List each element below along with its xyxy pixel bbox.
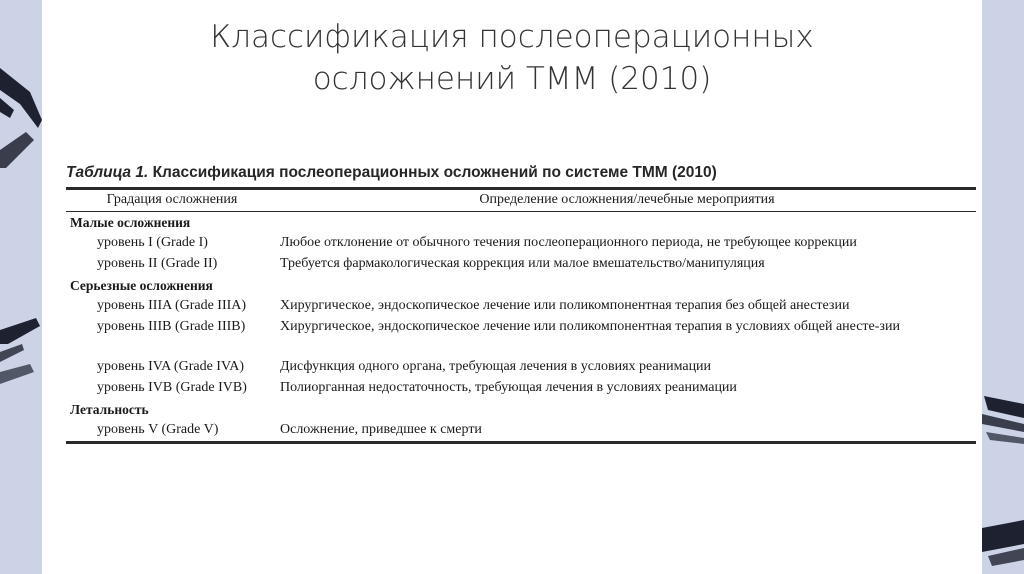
table-row: [66, 357, 976, 378]
table-row: [66, 254, 976, 275]
column-header-definition: Определение осложнения/лечебные мероприятия: [479, 192, 775, 207]
definition-cell: Хирургическое, эндоскопическое лечение или поликомпонентная терапия в условиях общей анесте-зии: [280, 319, 900, 334]
definition-cell: Осложнение, приведшее к смерти: [280, 422, 482, 437]
definition-cell: Полиорганная недостаточность, требующая лечения в условиях реанимации: [280, 380, 737, 395]
definition-cell: Требуется фармакологическая коррекция или малое вмешательство/манипуляция: [280, 256, 765, 271]
grade-cell: уровень V (Grade V): [97, 422, 219, 437]
table-row: [66, 296, 976, 317]
group-heading-minor: Малые осложнения: [70, 215, 191, 230]
grade-cell: уровень II (Grade II): [97, 256, 218, 271]
definition-cell: Дисфункция одного органа, требующая лечения в условиях реанимации: [280, 359, 712, 374]
table-row: [66, 378, 976, 399]
grade-cell: уровень IVB (Grade IVB): [97, 380, 247, 395]
brush-stroke-decoration: [982, 0, 1024, 574]
grade-cell: уровень I (Grade I): [97, 235, 208, 250]
grade-cell: уровень IVA (Grade IVA): [97, 359, 245, 374]
classification-table: [66, 163, 976, 444]
slide-title-line2: осложнений ТММ (2010): [312, 61, 712, 97]
slide-title: [60, 16, 964, 100]
brush-stroke-decoration: [0, 0, 42, 574]
table-caption-text: Классификация послеоперационных осложнений по системе ТММ (2010): [152, 164, 717, 181]
group-heading-serious: Серьезные осложнения: [70, 278, 213, 293]
column-header-grade: Градация осложнения: [106, 192, 238, 207]
table-row: [66, 420, 976, 441]
grade-cell: уровень IIIA (Grade IIIA): [97, 298, 247, 313]
table-row: [66, 317, 976, 357]
table-caption: [66, 163, 976, 187]
table-header-row: [66, 190, 976, 211]
table-row: [66, 233, 976, 254]
table-bottom-rule: [66, 441, 976, 444]
grade-cell: уровень IIIB (Grade IIIB): [97, 319, 246, 334]
table-caption-number: Таблица 1.: [66, 164, 149, 181]
definition-cell: Любое отклонение от обычного течения послеоперационного периода, не требующее коррекции: [280, 235, 857, 250]
left-decorative-band: [0, 0, 42, 574]
group-heading-lethal: Летальность: [70, 402, 149, 417]
slide-title-line1: Классификация послеоперационных: [210, 19, 814, 55]
definition-cell: Хирургическое, эндоскопическое лечение или поликомпонентная терапия без общей анестезии: [280, 298, 850, 313]
right-decorative-band: [982, 0, 1024, 574]
